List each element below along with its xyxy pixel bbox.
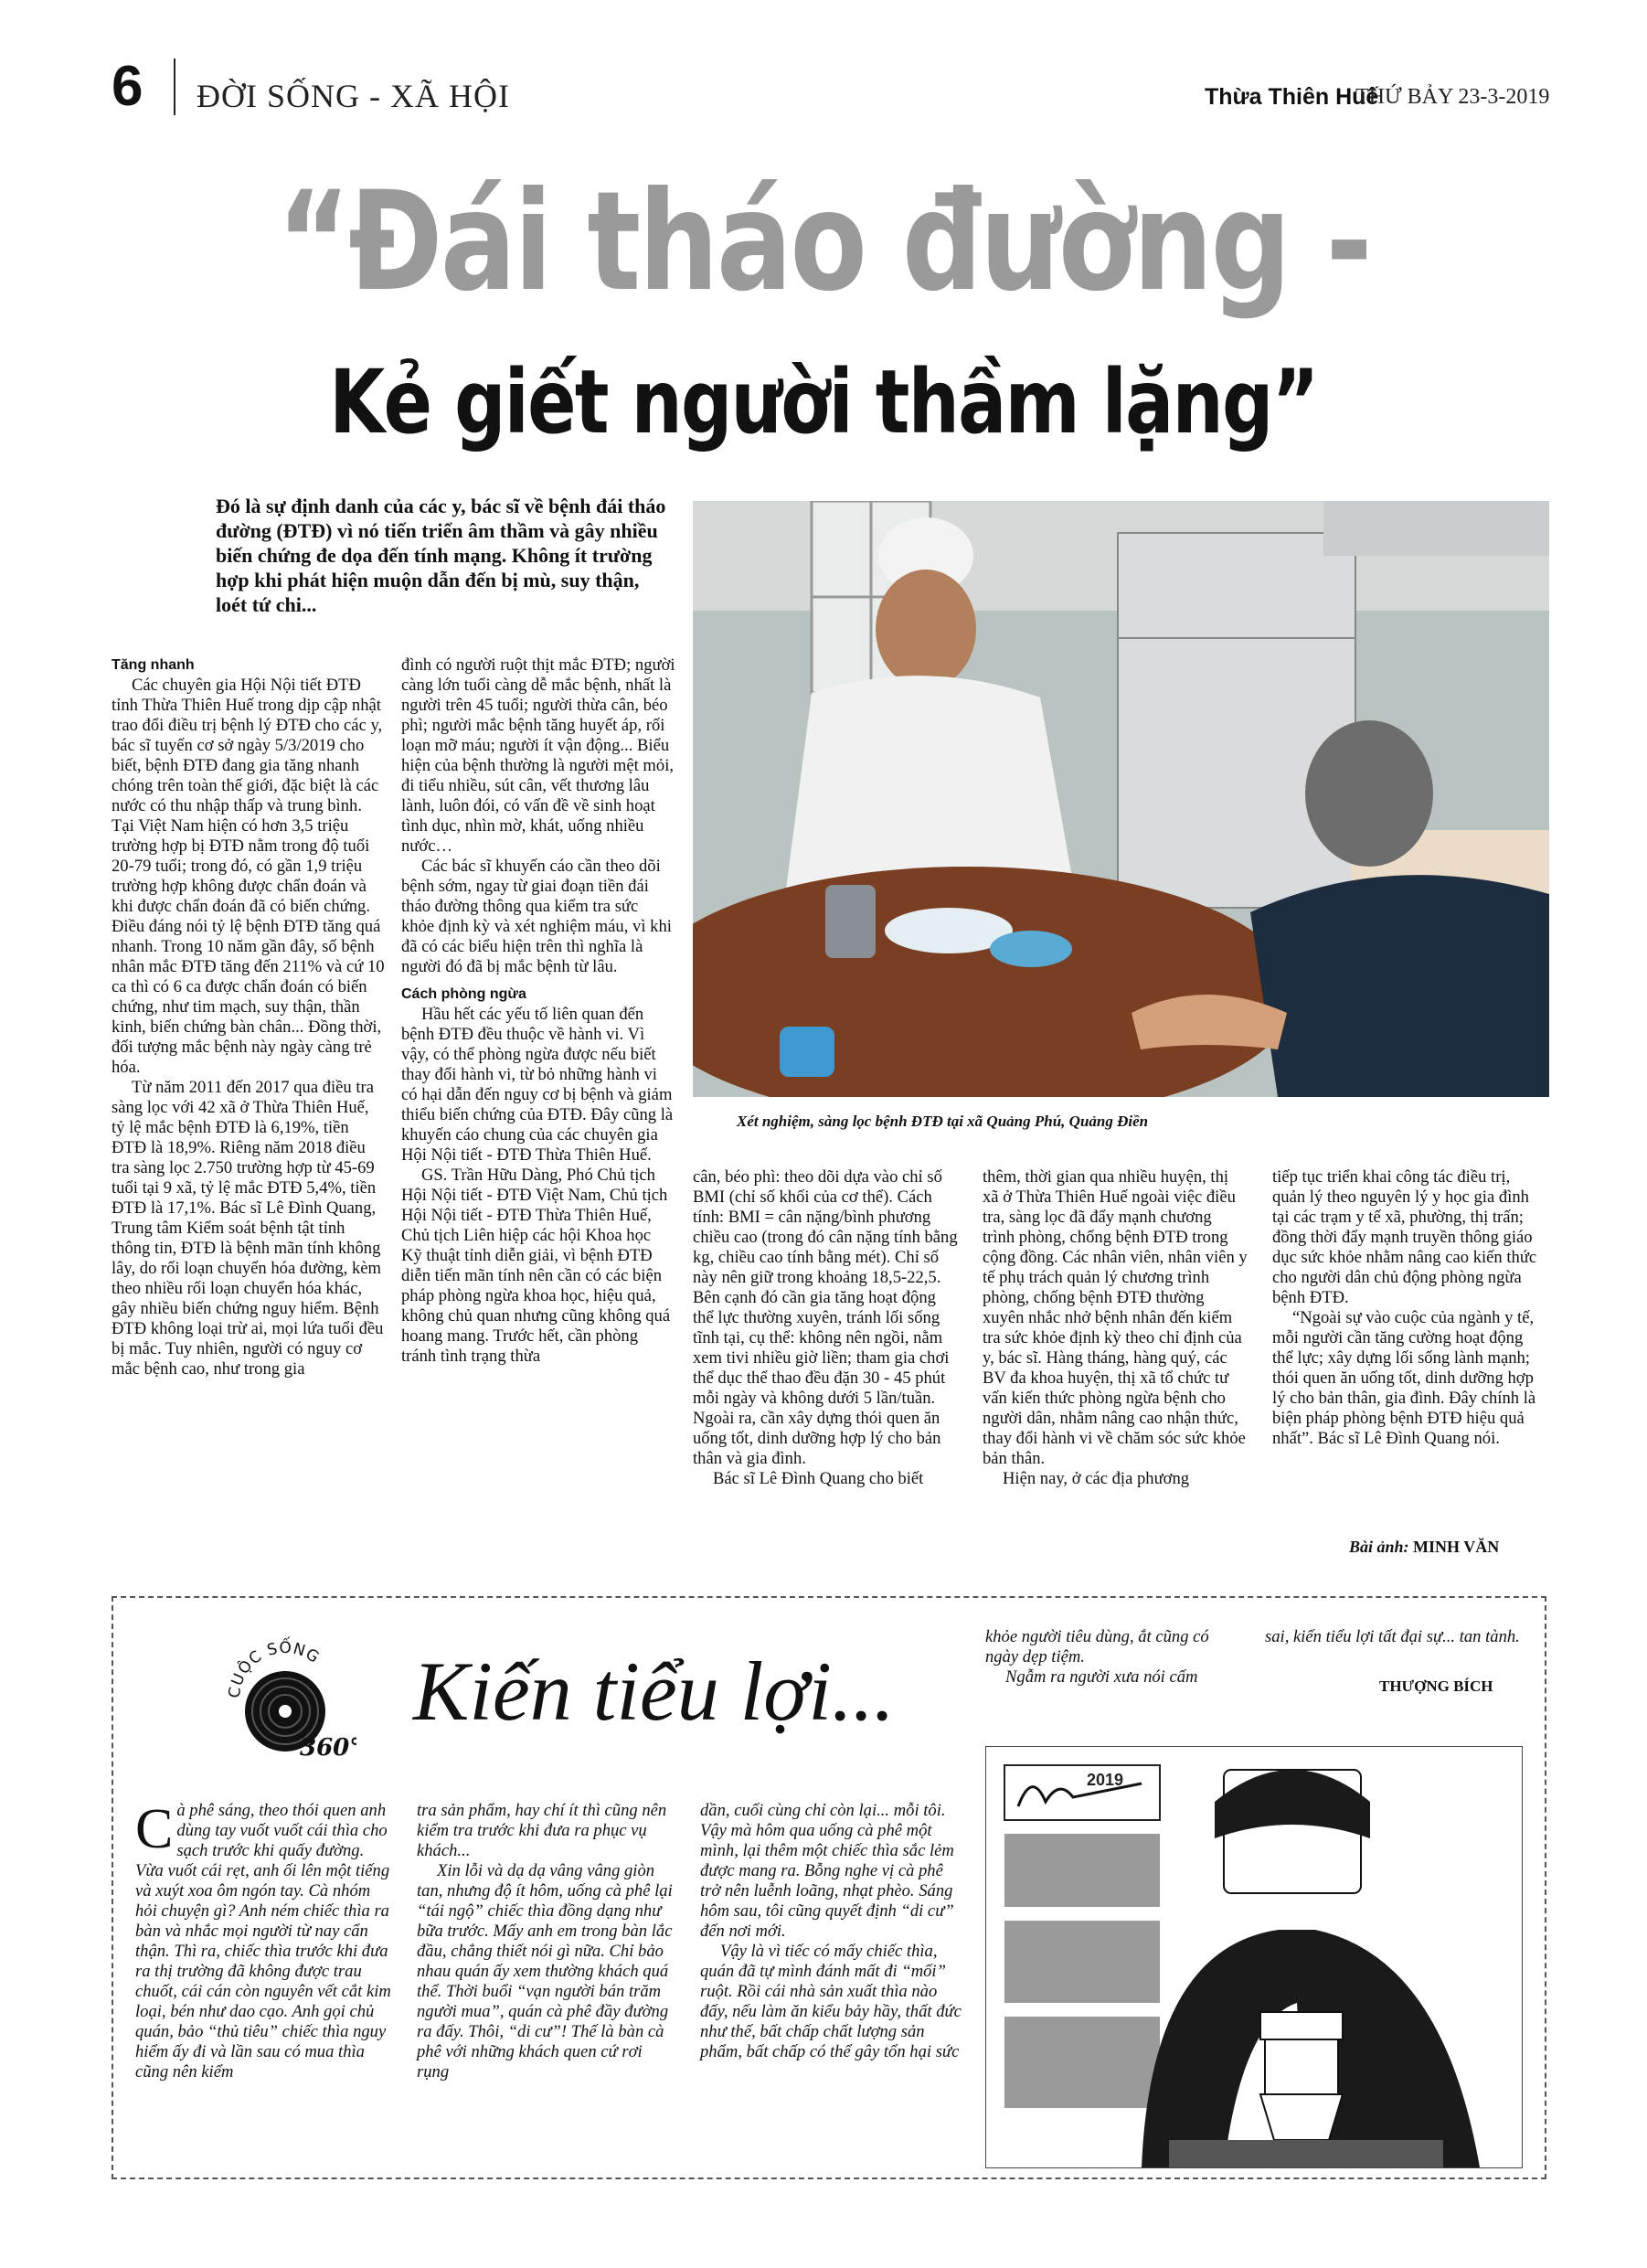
column-author: THƯỢNG BÍCH <box>1379 1677 1493 1695</box>
paragraph: à phê sáng, theo thói quen anh dùng tay vuốt vuốt cái thìa cho sạch trước khi quấy đường. Vừa vuốt cái rẹt, anh ối lên một tiếng và xuýt xoa ôm ngón tay. Cà nhóm hỏi chuyện gì? Anh ném chiếc thìa ra bàn và nhắc mọi người từ nay cẩn thận. Thì ra, chiếc thìa trước khi đưa ra thị trường đã không được trau chuốt, cái cán còn nguyên vết cắt kim loại, bén như dao cạo. Anh gọi chủ quán, bảo “thủ tiêu” chiếc thìa nguy hiểm ấy đi và lần sau có mua thìa cũng nên kiểm <box>135 1801 391 2082</box>
box-column-2 <box>417 1801 677 2082</box>
article-photo <box>693 501 1549 1097</box>
paragraph: GS. Trần Hữu Dàng, Phó Chủ tịch Hội Nội tiết - ĐTĐ Việt Nam, Chủ tịch Hội Nội tiết - ĐTĐ Thừa Thiên Huế, Chủ tịch Liên hiệp các hội Khoa học Kỹ thuật tỉnh diễn giải, vì bệnh ĐTĐ diễn tiến mãn tính nên cần có các biện pháp phòng ngừa khoa học, hiệu quả, không chủ quan nhưng cũng không quá hoang mang. Trước hết, cần phòng tránh tình trạng thừa <box>401 1166 671 1366</box>
paragraph: khỏe người tiêu dùng, ắt cũng có ngày dẹp tiệm. <box>985 1627 1209 1666</box>
section-name: ĐỜI SỐNG - XÃ HỘI <box>197 78 510 114</box>
paragraph: Vậy là vì tiếc có mấy chiếc thìa, quán đã tự mình đánh mất đi “mối” ruột. Rồi cái nhà sản xuất thìa nào đấy, nếu làm ăn kiểu bảy hầy, thất đức như thế, bất chấp chất lượng sản phẩm, bất chấp có thể gây tổn hại sức <box>700 1942 962 2061</box>
box-column-3 <box>700 1801 963 2062</box>
lead-paragraph: Đó là sự định danh của các y, bác sĩ về bệnh đái tháo đường (ĐTĐ) vì nó tiến triển âm thầm và gây nhiều biến chứng đe dọa đến tính mạng. Không ít trường hợp khi phát hiện muộn dẫn đến bị mù, suy thận, loét tứ chi... <box>216 495 666 616</box>
drop-cap: C <box>135 1798 174 1860</box>
article-column-5 <box>1272 1167 1543 1449</box>
paragraph: Xin lỗi và dạ dạ vâng vâng giòn tan, nhưng độ ít hôm, uống cà phê lại “tái ngộ” chiếc thìa đồng dạng như bữa trước. Mấy anh em trong bàn lắc đầu, chẳng thiết nói gì nữa. Chỉ bảo nhau quán ấy xem thường khách quá thể. Thời buổi “vạn người bán trăm người mua”, quán cà phê đầy đường ra đấy. Thôi, “di cư”! Thế là bàn cà phê với những khách quen cứ rơi rụng <box>417 1861 673 2082</box>
subheading: Cách phòng ngừa <box>401 986 526 1002</box>
paragraph: sai, kiến tiểu lợi tất đại sự... tan tành. <box>1265 1627 1520 1646</box>
paragraph: cân, béo phì: theo dõi dựa vào chỉ số BMI (chỉ số khối của cơ thể). Cách tính: BMI = cân nặng/bình phương chiều cao (trong đó cân nặng tính bằng kg, chiều cao tính bằng mét). Chỉ số này nên giữ trong khoảng 18,5-22,5. Bên cạnh đó cần gia tăng hoạt động thể lực thường xuyên, tránh lối sống tĩnh tại, cụ thể: không nên ngồi, nằm xem tivi nhiều giờ liền; tham gia chơi thể dục thể thao đều đặn 30 - 45 phút mỗi ngày và không dưới 5 lần/tuần. Ngoài ra, cần xây dựng thói quen ăn uống tốt, dinh dưỡng hợp lý cho bản thân và gia đình. <box>693 1167 958 1468</box>
page-number: 6 <box>112 55 143 118</box>
headline-line-2: Kẻ giết người thầm lặng” <box>329 351 1318 453</box>
coffee-man-illustration <box>986 1747 1522 2167</box>
column-illustration <box>985 1746 1523 2168</box>
header-divider <box>174 59 175 115</box>
headline-line-1: “Đái tháo đường - <box>276 163 1371 322</box>
illustration-year: 2019 <box>1087 1771 1124 1789</box>
paragraph: “Ngoài sự vào cuộc của ngành y tế, mỗi người cần tăng cường hoạt động thể lực; xây dựng lối sống lành mạnh; thói quen ăn uống tốt, dinh dưỡng hợp lý cho bản thân, gia đình. Đây chính là biện pháp phòng bệnh ĐTĐ hiệu quả nhất”. Bác sĩ Lê Đình Quang nói. <box>1272 1308 1536 1448</box>
subheading: Tăng nhanh <box>112 657 195 673</box>
article-column-3 <box>693 1167 958 1489</box>
article-column-4 <box>983 1167 1248 1489</box>
paragraph: thêm, thời gian qua nhiều huyện, thị xã ở Thừa Thiên Huế ngoài việc điều tra, sàng lọc đã đẩy mạnh chương trình phòng, chống bệnh ĐTĐ trong cộng đồng. Các nhân viên, nhân viên y tế phụ trách quản lý chương trình phòng, chống bệnh ĐTĐ thường xuyên nhắc nhở bệnh nhân đến kiểm tra sức khỏe định kỳ theo chỉ định của y, bác sĩ. Hàng tháng, hàng quý, các BV đa khoa huyện, thị xã tổ chức tư vấn kiến thức phòng ngừa bệnh cho người dân, nhằm nâng cao nhận thức, thay đổi hành vi về chăm sóc sức khỏe bản thân. <box>983 1167 1248 1468</box>
logo-text-bottom: 360° <box>300 1734 356 1762</box>
article-column-2 <box>401 655 675 1367</box>
paragraph: Ngẫm ra người xưa nói cấm <box>1005 1667 1198 1687</box>
paragraph: dần, cuối cùng chỉ còn lại... mỗi tôi. Vậy mà hôm qua uống cà phê một mình, lại thêm một chiếc thìa sắc lẻm được mang ra. Bỗng nghe vị cà phê trở nên luễnh loãng, nhạt phèo. Sáng hôm sau, tôi cũng quyết định “di cư” đến nơi mới. <box>700 1801 954 1941</box>
paragraph: đình có người ruột thịt mắc ĐTĐ; người càng lớn tuổi càng dễ mắc bệnh, nhất là người trên 45 tuổi; người thừa cân, béo phì; người mắc bệnh tăng huyết áp, rối loạn mỡ máu; người ít vận động... Biểu hiện của bệnh thường là người mệt mỏi, đi tiểu nhiều, sút cân, vết thương lâu lành, luôn đói, có vấn đề về sinh hoạt tình dục, nhìn mờ, khát, uống nhiều nước… <box>401 655 675 856</box>
paragraph: Hầu hết các yếu tố liên quan đến bệnh ĐTĐ đều thuộc về hành vi. Vì vậy, có thể phòng ngừa được nếu biết thay đổi hành vi, từ bỏ những hành vi có hại dẫn đến nguy cơ bị bệnh và giảm thiểu biến chứng của ĐTĐ. Đây cũng là khuyến cáo chung của các chuyên gia Hội Nội tiết - ĐTĐ Thừa Thiên Huế. <box>401 1005 674 1165</box>
clinic-scene-illustration <box>693 501 1549 1097</box>
byline-name: MINH VĂN <box>1413 1538 1500 1556</box>
logo-text-top: CUỘC SỐNG <box>225 1638 324 1699</box>
cuoc-song-360-logo <box>219 1627 356 1764</box>
newspaper-name: Thừa Thiên Huế <box>1205 84 1379 110</box>
paragraph: tiếp tục triển khai công tác điều trị, quản lý theo nguyên lý y học gia đình tại các trạm y tế xã, phường, thị trấn; đồng thời đẩy mạnh truyền thông giáo dục sức khỏe nhằm nâng cao kiến thức cho người dân chủ động phòng ngừa bệnh ĐTĐ. <box>1272 1167 1537 1307</box>
paragraph: Hiện nay, ở các địa phương <box>1003 1469 1190 1488</box>
vinyl-record-icon <box>219 1627 356 1764</box>
article-column-1 <box>112 655 386 1379</box>
paragraph: tra sản phẩm, hay chí ít thì cũng nên kiểm tra trước khi đưa ra phục vụ khách... <box>417 1801 667 1860</box>
photo-caption: Xét nghiệm, sàng lọc bệnh ĐTĐ tại xã Quảng Phú, Quảng Điền <box>737 1113 1149 1130</box>
box-column-1 <box>135 1798 393 2082</box>
box-column-5 <box>1265 1627 1523 1647</box>
box-column-4 <box>985 1627 1241 1688</box>
issue-date: THỨ BẢY 23-3-2019 <box>1355 85 1550 109</box>
paragraph: Bác sĩ Lê Đình Quang cho biết <box>713 1469 924 1488</box>
paragraph: Từ năm 2011 đến 2017 qua điều tra sàng lọc với 42 xã ở Thừa Thiên Huế, tỷ lệ mắc bệnh ĐTĐ là 6,19%, tiền ĐTĐ là 18,9%. Riêng năm 2018 điều tra sàng lọc 2.750 trường hợp từ 45-69 tuổi tại 9 xã, tỷ lệ mắc ĐTĐ 5,4%, tiền ĐTĐ là 17,1%. Bác sĩ Lê Đình Quang, Trung tâm Kiểm soát bệnh tật tỉnh thông tin, ĐTĐ là bệnh mãn tính không lây, do rối loạn chuyển hóa đường, kèm theo nhiều rối loạn chuyển hóa khác, gây nhiều biến chứng nguy hiểm. Bệnh ĐTĐ không loại trừ ai, mọi lứa tuổi đều bị mắc. Tuy nhiên, người có nguy cơ mắc bệnh cao, như trong gia <box>112 1078 384 1379</box>
byline-prefix: Bài ảnh: <box>1349 1538 1409 1556</box>
paragraph: Các bác sĩ khuyến cáo cần theo dõi bệnh sớm, ngay từ giai đoạn tiền đái tháo đường thông qua kiểm tra sức khỏe định kỳ và xét nghiệm máu, vì khi đã có các biểu hiện trên thì nghĩa là người đó đã bị mắc bệnh từ lâu. <box>401 857 672 976</box>
paragraph: Các chuyên gia Hội Nội tiết ĐTĐ tỉnh Thừa Thiên Huế trong dịp cập nhật trao đổi điều trị bệnh lý ĐTĐ cho các y, bác sĩ tuyến cơ sở ngày 5/3/2019 cho biết, bệnh ĐTĐ đang gia tăng nhanh chóng trên toàn thế giới, đặc biệt là các nước có thu nhập thấp và trung bình. Tại Việt Nam hiện có hơn 3,5 triệu trường hợp bị ĐTĐ nằm trong độ tuổi 20-79 tuổi; trong đó, có gần 1,9 triệu trường hợp không được chẩn đoán và khi được chẩn đoán đã có biến chứng. Điều đáng nói tỷ lệ bệnh ĐTĐ tăng quá nhanh. Trong 10 năm gần đây, số bệnh nhân mắc ĐTĐ tăng đến 211% và cứ 10 ca thì có 6 ca được chẩn đoán có biến chứng, như tim mạch, suy thận, thần kinh, biến chứng bàn chân... Đồng thời, đối tượng mắc bệnh này ngày càng trẻ hóa. <box>112 676 385 1077</box>
column-title: Kiến tiểu lợi... <box>413 1645 895 1738</box>
article-byline <box>1349 1538 1499 1557</box>
